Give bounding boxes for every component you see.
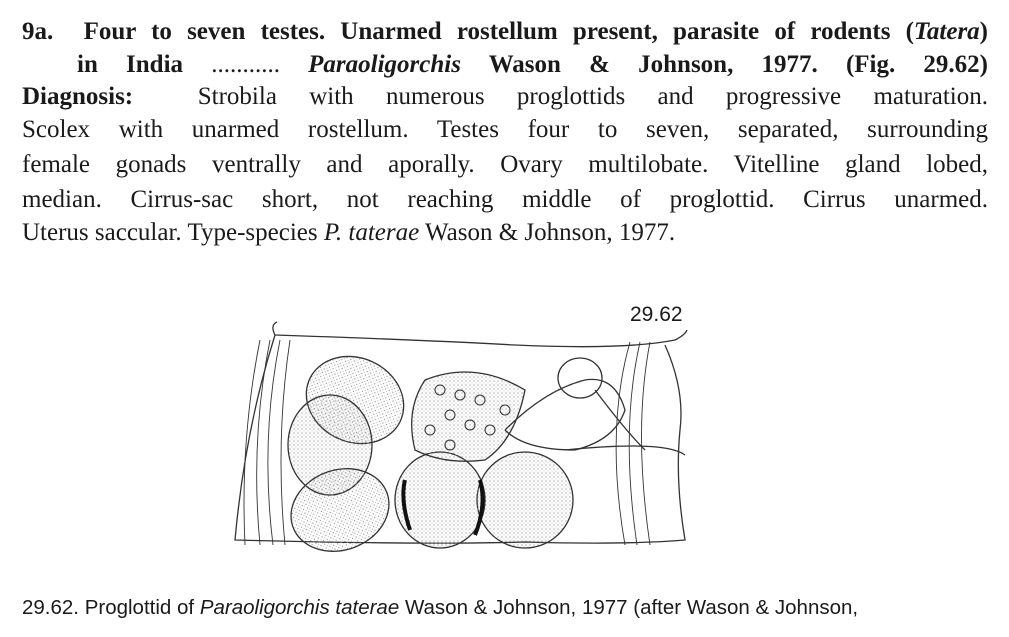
caption-text: Wason & Johnson, 1977 (after Wason & Johnson, bbox=[404, 596, 859, 619]
diagnosis-line-4: median. Cirrus-sac short, not reaching middle of proglottid. Cirrus unarmed. bbox=[22, 186, 988, 213]
caption-text: Proglottid of bbox=[84, 596, 195, 619]
diagnosis-text: Wason & Johnson, 1977. bbox=[425, 219, 676, 246]
key-text: in India bbox=[77, 51, 184, 78]
key-entry-line-2 bbox=[77, 50, 988, 80]
diagnosis-text: Strobila with numerous proglottids and progressive maturation. bbox=[197, 83, 989, 110]
key-text: Four to seven testes. Unarmed rostellum present, parasite of rodents ( bbox=[83, 18, 914, 45]
key-text-end: ) bbox=[979, 18, 988, 45]
diagnosis-line-5 bbox=[22, 218, 675, 248]
diagnosis-line-1 bbox=[22, 82, 988, 112]
diagnosis-line-2: Scolex with unarmed rostellum. Testes four to seven, separated, surrounding bbox=[22, 116, 988, 143]
diagnosis-label: Diagnosis: bbox=[22, 83, 134, 110]
type-species: P. taterae bbox=[323, 219, 420, 246]
couplet-number: 9a. bbox=[22, 18, 54, 45]
caption-number: 29.62. bbox=[22, 596, 79, 619]
diagnosis-text: Uterus saccular. Type-species bbox=[22, 219, 318, 246]
figure-label: 29.62 bbox=[630, 303, 683, 326]
figure-caption bbox=[22, 596, 988, 620]
authority: Wason & Johnson, 1977. (Fig. 29.62) bbox=[488, 51, 988, 78]
genus-name: Paraoligorchis bbox=[308, 51, 461, 78]
leader-dots: ........... bbox=[211, 51, 280, 78]
diagnosis-line-3: female gonads ventrally and aporally. Ovary multilobate. Vitelline gland lobed, bbox=[22, 151, 988, 178]
proglottid-illustration bbox=[225, 300, 695, 570]
host-genus: Tatera bbox=[913, 18, 980, 45]
key-entry-line-1 bbox=[22, 17, 988, 47]
caption-species: Paraoligorchis taterae bbox=[199, 596, 400, 619]
